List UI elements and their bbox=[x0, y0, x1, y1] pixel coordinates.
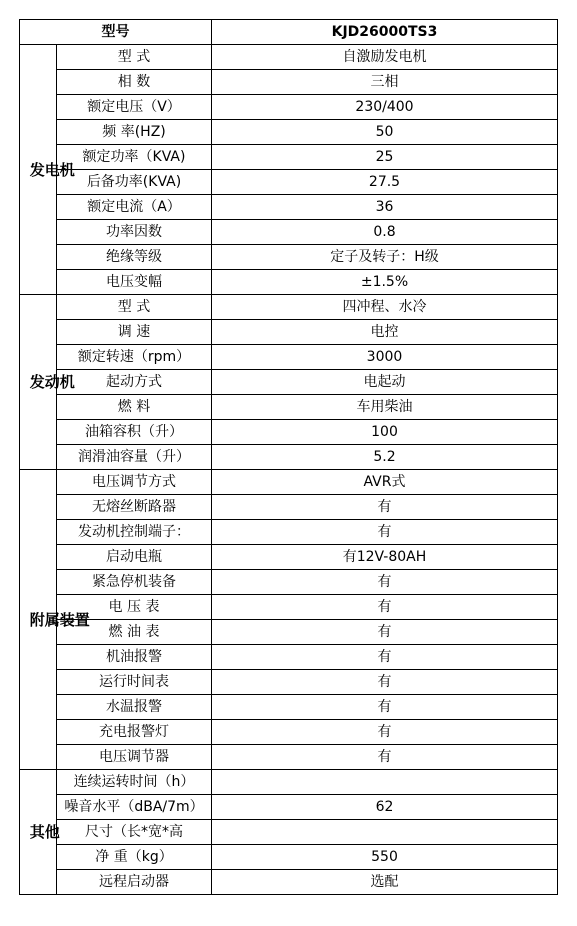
table-row bbox=[20, 395, 558, 420]
spec-value: 36 bbox=[212, 195, 558, 220]
spec-label: 净 重（kg） bbox=[57, 845, 212, 870]
spec-label: 后备功率(KVA) bbox=[57, 170, 212, 195]
spec-label: 燃 油 表 bbox=[57, 620, 212, 645]
spec-value: 3000 bbox=[212, 345, 558, 370]
spec-value: 有 bbox=[212, 495, 558, 520]
table-row bbox=[20, 345, 558, 370]
spec-label: 型 式 bbox=[57, 45, 212, 70]
spec-value: 有 bbox=[212, 645, 558, 670]
table-row bbox=[20, 745, 558, 770]
table-row bbox=[20, 545, 558, 570]
spec-label: 油箱容积（升） bbox=[57, 420, 212, 445]
spec-table-body bbox=[20, 20, 558, 895]
table-row bbox=[20, 795, 558, 820]
spec-value: 27.5 bbox=[212, 170, 558, 195]
spec-label: 型 式 bbox=[57, 295, 212, 320]
spec-table bbox=[19, 19, 558, 895]
group-label-other bbox=[20, 770, 60, 895]
model-value: KJD26000TS3 bbox=[212, 20, 558, 45]
spec-value: 有 bbox=[212, 620, 558, 645]
table-row bbox=[20, 320, 558, 345]
group-name: 其他 bbox=[29, 823, 60, 841]
table-row bbox=[20, 670, 558, 695]
table-row bbox=[20, 770, 558, 795]
spec-value: 有 bbox=[212, 695, 558, 720]
spec-value: 有 bbox=[212, 745, 558, 770]
spec-value: 有 bbox=[212, 670, 558, 695]
spec-value: 四冲程、水冷 bbox=[212, 295, 558, 320]
table-row bbox=[20, 720, 558, 745]
group-name: 发动机 bbox=[29, 373, 75, 391]
spec-label: 远程启动器 bbox=[57, 870, 212, 895]
table-row bbox=[20, 845, 558, 870]
spec-value: 25 bbox=[212, 145, 558, 170]
spec-label: 调 速 bbox=[57, 320, 212, 345]
table-row bbox=[20, 195, 558, 220]
spec-label: 运行时间表 bbox=[57, 670, 212, 695]
table-row bbox=[20, 470, 558, 495]
group-label-generator bbox=[20, 45, 75, 295]
spec-label: 充电报警灯 bbox=[57, 720, 212, 745]
table-row bbox=[20, 820, 558, 845]
table-row bbox=[20, 370, 558, 395]
spec-value: 车用柴油 bbox=[212, 395, 558, 420]
spec-label: 额定电压（V） bbox=[57, 95, 212, 120]
table-row bbox=[20, 695, 558, 720]
group-name: 附属装置 bbox=[29, 610, 90, 629]
spec-value bbox=[212, 820, 558, 845]
table-row bbox=[20, 270, 558, 295]
spec-value: 电起动 bbox=[212, 370, 558, 395]
spec-value: 有 bbox=[212, 570, 558, 595]
table-row bbox=[20, 645, 558, 670]
spec-label: 启动电瓶 bbox=[57, 545, 212, 570]
table-row bbox=[20, 595, 558, 620]
model-label: 型号 bbox=[20, 20, 212, 45]
spec-value: 自激励发电机 bbox=[212, 45, 558, 70]
spec-label: 噪音水平（dBA/7m） bbox=[57, 795, 212, 820]
spec-label: 紧急停机装备 bbox=[57, 570, 212, 595]
table-row bbox=[20, 95, 558, 120]
spec-label: 连续运转时间（h） bbox=[57, 770, 212, 795]
spec-label: 电压变幅 bbox=[57, 270, 212, 295]
table-row bbox=[20, 570, 558, 595]
spec-label: 尺寸（长*宽*高 bbox=[57, 820, 212, 845]
spec-value: 550 bbox=[212, 845, 558, 870]
table-row bbox=[20, 245, 558, 270]
spec-value: 有12V-80AH bbox=[212, 545, 558, 570]
table-row bbox=[20, 495, 558, 520]
spec-label: 起动方式 bbox=[57, 370, 212, 395]
table-row bbox=[20, 120, 558, 145]
header-row bbox=[20, 20, 558, 45]
table-row bbox=[20, 170, 558, 195]
spec-label: 电压调节器 bbox=[57, 745, 212, 770]
spec-value bbox=[212, 770, 558, 795]
spec-label: 水温报警 bbox=[57, 695, 212, 720]
table-row bbox=[20, 620, 558, 645]
spec-label: 机油报警 bbox=[57, 645, 212, 670]
spec-label: 发动机控制端子： bbox=[57, 520, 212, 545]
spec-value: 62 bbox=[212, 795, 558, 820]
spec-value: 有 bbox=[212, 720, 558, 745]
table-row bbox=[20, 520, 558, 545]
spec-value: ±1.5% bbox=[212, 270, 558, 295]
spec-label: 额定功率（KVA) bbox=[57, 145, 212, 170]
spec-value: 三相 bbox=[212, 70, 558, 95]
spec-value: 电控 bbox=[212, 320, 558, 345]
table-row bbox=[20, 445, 558, 470]
spec-label: 电 压 表 bbox=[57, 595, 212, 620]
table-row bbox=[20, 145, 558, 170]
spec-label: 相 数 bbox=[57, 70, 212, 95]
spec-value: 230/400 bbox=[212, 95, 558, 120]
table-row bbox=[20, 70, 558, 95]
spec-label: 燃 料 bbox=[57, 395, 212, 420]
spec-label: 润滑油容量（升） bbox=[57, 445, 212, 470]
table-row bbox=[20, 220, 558, 245]
spec-value: 100 bbox=[212, 420, 558, 445]
spec-value: 0.8 bbox=[212, 220, 558, 245]
group-label-accessories bbox=[20, 470, 90, 770]
table-row bbox=[20, 295, 558, 320]
spec-label: 额定电流（A） bbox=[57, 195, 212, 220]
group-label-engine bbox=[20, 295, 75, 470]
table-row bbox=[20, 45, 558, 70]
spec-label: 功率因数 bbox=[57, 220, 212, 245]
spec-label: 额定转速（rpm） bbox=[57, 345, 212, 370]
table-row bbox=[20, 870, 558, 895]
group-name: 发电机 bbox=[29, 160, 75, 179]
spec-value: 5.2 bbox=[212, 445, 558, 470]
spec-value: 有 bbox=[212, 595, 558, 620]
spec-value: 50 bbox=[212, 120, 558, 145]
spec-value: 选配 bbox=[212, 870, 558, 895]
table-row bbox=[20, 420, 558, 445]
spec-label: 无熔丝断路器 bbox=[57, 495, 212, 520]
spec-label: 电压调节方式 bbox=[57, 470, 212, 495]
spec-value: AVR式 bbox=[212, 470, 558, 495]
spec-label: 频 率(HZ) bbox=[57, 120, 212, 145]
spec-label: 绝缘等级 bbox=[57, 245, 212, 270]
spec-value: 定子及转子：H级 bbox=[212, 245, 558, 270]
spec-value: 有 bbox=[212, 520, 558, 545]
